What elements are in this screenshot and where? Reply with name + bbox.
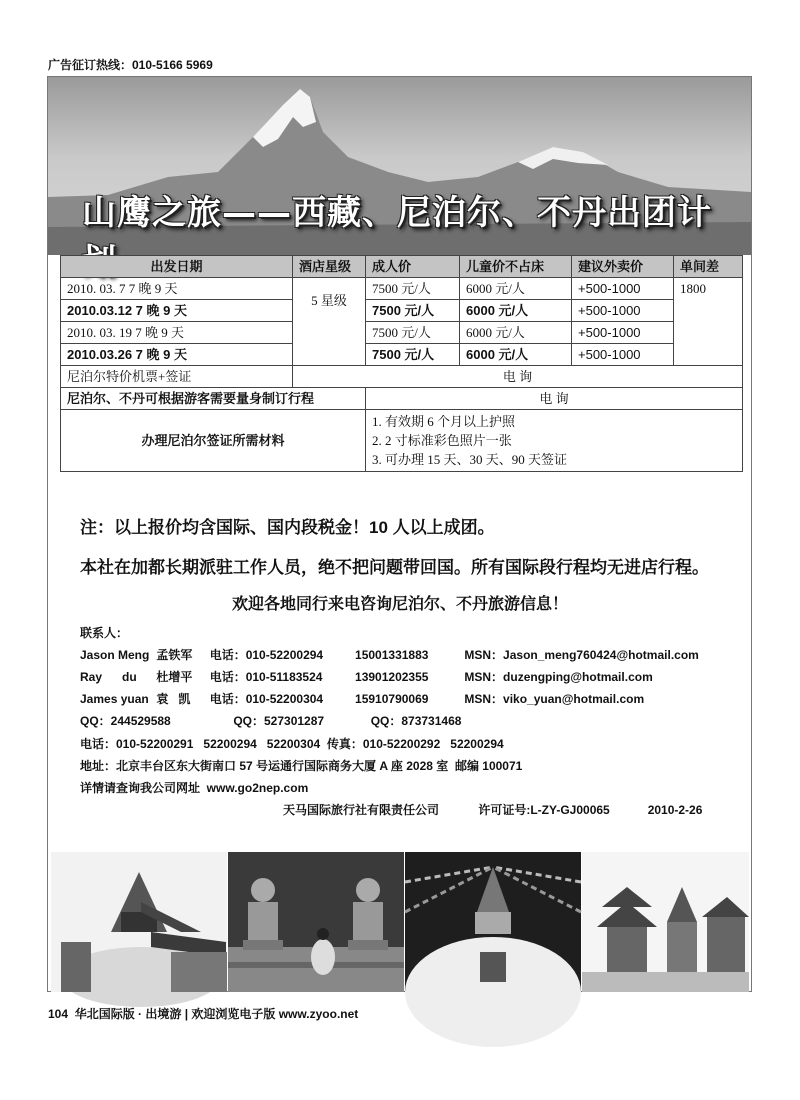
header-child: 儿童价不占床 [460, 256, 572, 278]
tour-table [60, 255, 743, 472]
custom-itinerary-value: 电 询 [366, 388, 743, 410]
row-child: 6000 元/人 [460, 300, 572, 322]
contact-msn: MSN：viko_yuan@hotmail.com [464, 692, 645, 706]
row-suggested: +500-1000 [572, 344, 674, 366]
phones-fax: 电话：010-52200291 52200294 52200304 传真：010-52200292 52200294 [80, 737, 504, 751]
contact-row [80, 646, 699, 663]
header-adult: 成人价 [366, 256, 460, 278]
durbar-square-photo [582, 852, 749, 992]
row-adult: 7500 元/人 [366, 322, 460, 344]
header-date: 出发日期 [61, 256, 293, 278]
license-number: 许可证号:L-ZY-GJ00065 [478, 803, 610, 817]
row-date: 2010. 03. 7 7 晚 9 天 [61, 278, 293, 300]
custom-itinerary-row [61, 388, 743, 410]
row-date: 2010.03.12 7 晚 9 天 [61, 300, 293, 322]
contact-phone: 电话：010-51183524 [209, 670, 323, 684]
table-row [61, 278, 743, 300]
contact-name-cn: 杜增平 [156, 670, 193, 684]
row-adult: 7500 元/人 [366, 300, 460, 322]
website: 详情请查询我公司网址 www.go2nep.com [80, 781, 309, 795]
special-ticket-row [61, 366, 743, 388]
hotel-star: 5 星级 [293, 278, 366, 366]
qq-row [80, 712, 461, 729]
row-suggested: +500-1000 [572, 278, 674, 300]
photo-strip [51, 852, 749, 992]
qq-number: QQ：527301287 [233, 714, 325, 728]
visa-item: 1. 有效期 6 个月以上护照 [372, 414, 516, 429]
row-suggested: +500-1000 [572, 300, 674, 322]
table-row [61, 344, 743, 366]
special-ticket-label: 尼泊尔特价机票+签证 [61, 366, 293, 388]
table-header-row [61, 256, 743, 278]
banner-title: 山鹰之旅——西藏、尼泊尔、不丹出团计 [82, 193, 712, 233]
row-adult: 7500 元/人 [366, 278, 460, 300]
contact-msn: MSN：duzengping@hotmail.com [464, 670, 653, 684]
issue-date: 2010-2-26 [647, 803, 703, 817]
table-row [61, 300, 743, 322]
special-ticket-value: 电 询 [293, 366, 743, 388]
contact-msn: MSN：Jason_meng760424@hotmail.com [464, 648, 699, 662]
contact-name-en: James yuan [80, 692, 149, 706]
contact-name-cn: 孟铁军 [156, 648, 193, 662]
qq-number: QQ：244529588 [80, 714, 171, 728]
contact-mobile: 15001331883 [355, 648, 429, 662]
contacts-heading: 联系人： [80, 626, 129, 640]
visa-item: 2. 2 寸标准彩色照片一张 [372, 433, 512, 448]
page-footer: 104 华北国际版 · 出境游 | 欢迎浏览电子版 www.zyoo.net [48, 1007, 359, 1021]
contact-row [80, 690, 644, 707]
row-date: 2010. 03. 19 7 晚 9 天 [61, 322, 293, 344]
row-suggested: +500-1000 [572, 322, 674, 344]
custom-itinerary-label: 尼泊尔、不丹可根据游客需要量身制订行程 [61, 388, 366, 410]
table-row [61, 322, 743, 344]
company-name: 天马国际旅行社有限责任公司 [283, 803, 440, 817]
address: 地址：北京丰台区东大街南口 57 号运通行国际商务大厦 A 座 2028 室 邮编 100071 [80, 759, 523, 773]
row-child: 6000 元/人 [460, 322, 572, 344]
contact-mobile: 13901202355 [355, 670, 429, 684]
row-date: 2010.03.26 7 晚 9 天 [61, 344, 293, 366]
contact-row [80, 668, 653, 685]
header-hotel: 酒店星级 [293, 256, 366, 278]
visa-item: 3. 可办理 15 天、30 天、90 天签证 [372, 452, 568, 467]
stupa-photo [51, 852, 227, 992]
row-child: 6000 元/人 [460, 278, 572, 300]
contact-mobile: 15910790069 [355, 692, 429, 706]
tax-note: 注：以上报价均含国际、国内段税金！10 人以上成团。 [80, 518, 495, 537]
staff-note: 本社在加都长期派驻工作人员，绝不把问题带回国。所有国际段行程均无进店行程。 [80, 558, 709, 578]
welcome-note: 欢迎各地同行来电咨询尼泊尔、不丹旅游信息！ [231, 594, 568, 613]
visa-requirements [366, 410, 743, 472]
contact-phone: 电话：010-52200294 [209, 648, 324, 662]
contact-name-cn: 袁 凯 [156, 692, 191, 706]
header-suggested: 建议外卖价 [572, 256, 674, 278]
row-adult: 7500 元/人 [366, 344, 460, 366]
row-child: 6000 元/人 [460, 344, 572, 366]
single-supplement: 1800 [674, 278, 743, 366]
visa-label: 办理尼泊尔签证所需材料 [61, 410, 366, 472]
header-single: 单间差 [674, 256, 743, 278]
ad-hotline: 广告征订热线：010-5166 5969 [48, 58, 213, 72]
contact-name-en: Ray du [80, 670, 137, 684]
visa-row [61, 410, 743, 472]
guardian-statues-photo [228, 852, 404, 992]
banner [48, 77, 751, 255]
company-line [283, 801, 702, 818]
prayer-flags-stupa-photo [405, 852, 581, 992]
contact-name-en: Jason Meng [80, 648, 150, 662]
qq-number: QQ：873731468 [370, 714, 462, 728]
contact-phone: 电话：010-52200304 [209, 692, 324, 706]
